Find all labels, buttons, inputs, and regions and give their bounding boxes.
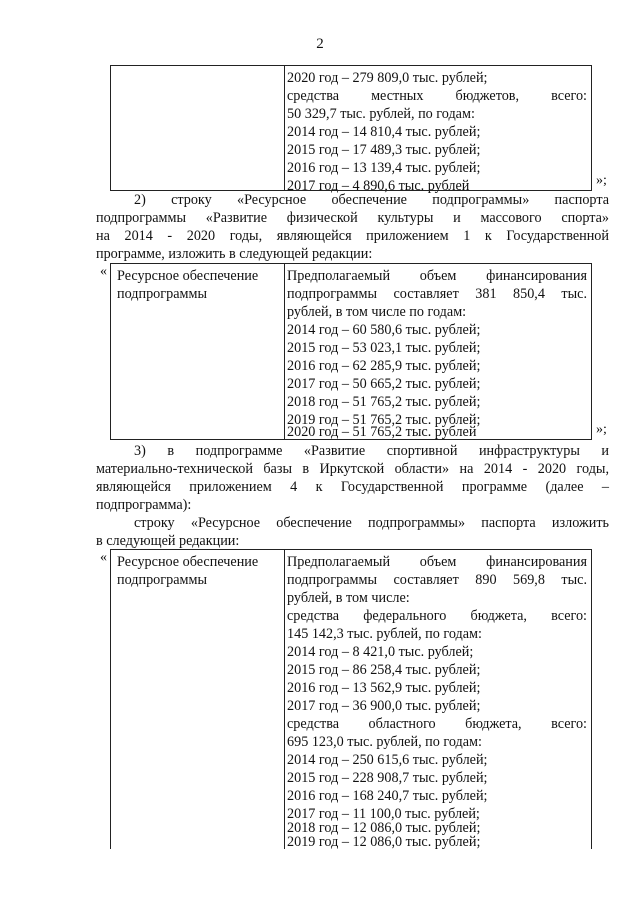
table-top-line: 2015 год – 17 489,3 тыс. рублей; <box>287 142 481 158</box>
table3-right-line: 2014 год – 250 615,6 тыс. рублей; <box>287 752 488 768</box>
table3-right-line: 2018 год – 12 086,0 тыс. рублей; <box>287 820 481 836</box>
table-top-end-mark: »; <box>596 173 607 188</box>
table-top-line: 50 329,7 тыс. рублей, по годам: <box>287 106 475 122</box>
page-number: 2 <box>316 36 324 52</box>
table3-divider <box>284 550 285 849</box>
para2-line: 2) строку «Ресурсное обеспечение подпрограммы» паспорта <box>134 192 609 208</box>
table-top-line: 2016 год – 13 139,4 тыс. рублей; <box>287 160 481 176</box>
table3-right-line: 2015 год – 86 258,4 тыс. рублей; <box>287 662 481 678</box>
para3-line: 3) в подпрограмме «Развитие спортивной инфраструктуры и <box>134 443 609 459</box>
table-top-line: 2017 год – 4 890,6 тыс. рублей <box>287 178 470 194</box>
table3-right-line: Предполагаемый объем финансирования <box>287 554 587 570</box>
table3-left-line: Ресурсное обеспечение <box>117 554 259 570</box>
table2-right-line: 2015 год – 53 023,1 тыс. рублей; <box>287 340 481 356</box>
para3-line: являющейся приложением 4 к Государственной программе (далее – <box>96 479 609 495</box>
table2-open-quote: « <box>100 264 107 279</box>
table2 <box>110 263 592 440</box>
table3-right-line: 2014 год – 8 421,0 тыс. рублей; <box>287 644 474 660</box>
table3-right-line: 2019 год – 12 086,0 тыс. рублей; <box>287 834 481 850</box>
table-top-divider <box>284 66 285 190</box>
para2-line: подпрограммы «Развитие физической культуры и массового спорта» <box>96 210 609 226</box>
table3-open-quote: « <box>100 550 107 565</box>
table-top-line: 2014 год – 14 810,4 тыс. рублей; <box>287 124 481 140</box>
table3-right-line: 695 123,0 тыс. рублей, по годам: <box>287 734 482 750</box>
table3-right-line: 2016 год – 168 240,7 тыс. рублей; <box>287 788 488 804</box>
table3-right-line: 2017 год – 11 100,0 тыс. рублей; <box>287 806 480 822</box>
table2-right-line: 2016 год – 62 285,9 тыс. рублей; <box>287 358 481 374</box>
para2-line: на 2014 - 2020 годы, являющейся приложением 1 к Государственной <box>96 228 609 244</box>
table2-right-line: 2018 год – 51 765,2 тыс. рублей; <box>287 394 481 410</box>
table3-right-line: 145 142,3 тыс. рублей, по годам: <box>287 626 482 642</box>
table2-end-mark: »; <box>596 422 607 437</box>
para2-line: программе, изложить в следующей редакции: <box>96 246 373 262</box>
table-top <box>110 65 592 194</box>
para3b-line: строку «Ресурсное обеспечение подпрограммы» паспорта изложить <box>134 515 609 531</box>
table2-right-line: 2017 год – 50 665,2 тыс. рублей; <box>287 376 481 392</box>
para3-line: материально-технической базы в Иркутской области» на 2014 - 2020 годы, <box>96 461 609 477</box>
table-top-line: средства местных бюджетов, всего: <box>287 88 587 104</box>
table-top-line: 2020 год – 279 809,0 тыс. рублей; <box>287 70 488 86</box>
table2-right-line: 2014 год – 60 580,6 тыс. рублей; <box>287 322 481 338</box>
table3-left-line: подпрограммы <box>117 572 207 588</box>
para3b-line: в следующей редакции: <box>96 533 240 549</box>
table2-right-line: 2019 год – 51 765,2 тыс. рублей; <box>287 412 481 428</box>
table3-right-line: 2015 год – 228 908,7 тыс. рублей; <box>287 770 488 786</box>
table3-right-line: рублей, в том числе: <box>287 590 410 606</box>
table2-right-line: подпрограммы составляет 381 850,4 тыс. <box>287 286 587 302</box>
table2-right-line: Предполагаемый объем финансирования <box>287 268 587 284</box>
table3-right-line: 2016 год – 13 562,9 тыс. рублей; <box>287 680 481 696</box>
table3 <box>110 549 592 849</box>
para3-line: подпрограмма): <box>96 497 192 513</box>
table3-right-line: 2017 год – 36 900,0 тыс. рублей; <box>287 698 481 714</box>
table2-left-line: подпрограммы <box>117 286 207 302</box>
table3-right-line: средства федерального бюджета, всего: <box>287 608 587 624</box>
table2-left-line: Ресурсное обеспечение <box>117 268 259 284</box>
table3-right-line: подпрограммы составляет 890 569,8 тыс. <box>287 572 587 588</box>
table2-right-line: рублей, в том числе по годам: <box>287 304 467 320</box>
table3-right-line: средства областного бюджета, всего: <box>287 716 587 732</box>
table2-right-line: 2020 год – 51 765,2 тыс. рублей <box>287 424 477 440</box>
